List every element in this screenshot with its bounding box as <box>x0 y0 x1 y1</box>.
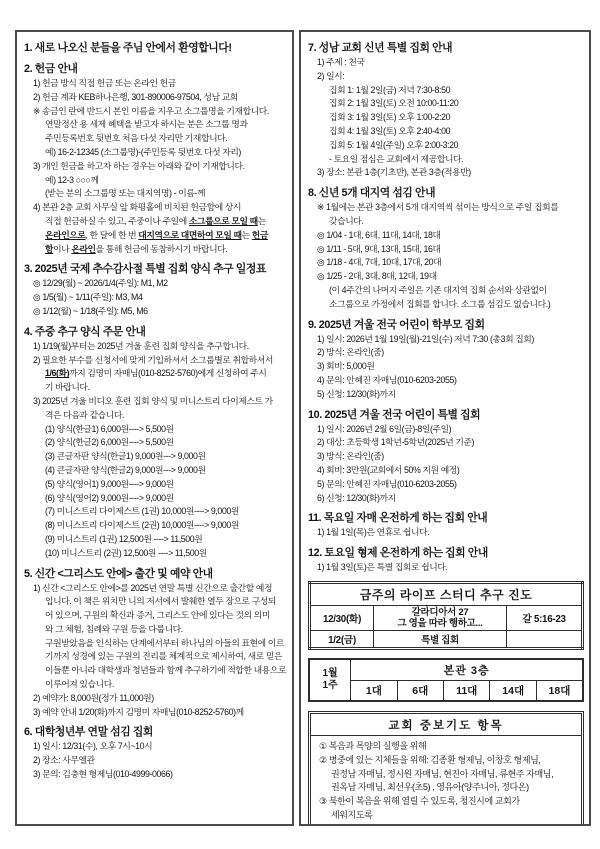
text-line: 5) 신청: 12/30(화)까지 <box>317 388 396 399</box>
section-4-outline-order <box>24 325 287 561</box>
section-5-new-book <box>24 567 287 720</box>
group-cell: 1대 <box>351 680 397 701</box>
section-1-welcome <box>24 41 287 56</box>
prayer-body <box>311 736 581 826</box>
text-line: (2) 양식(한글2) 6,000원----> 5,500원 <box>45 437 174 448</box>
text-line: (1) 양식(한글1) 6,000원----> 5,500원 <box>45 423 174 434</box>
section-3-thanksgiving-schedule <box>24 262 287 318</box>
life-study-verse <box>507 630 583 648</box>
text-line: 1) 1월 3일(토)은 특별 집회로 쉽니다. <box>317 562 448 573</box>
text-line: 집회 5: 1월 4일(주일) 오후 2:00-3:20 <box>329 139 459 150</box>
text-line: 1) 일시: 12/31(수), 오후 7시~10시 <box>33 741 153 752</box>
section-body <box>24 582 287 720</box>
section-title: 4. 주중 추구 양식 주문 안내 <box>24 325 146 338</box>
text-line: 5) 문의: 안혜진 자매님(010-6203-2055) <box>317 478 457 489</box>
section-9-parents-meeting <box>308 318 584 402</box>
group-cell: 11대 <box>443 680 489 701</box>
text-line: 1) 신간 <그리스도 안에>를 2025년 연말 특별 신간으로 출간할 예정 <box>33 582 273 593</box>
text-line: (3) 큰글자판 양식(한글1) 9,000원---> 9,000원 <box>45 451 206 462</box>
text-line: (7) 미니스트리 다이제스트 (1권) 10,000원----> 9,000원 <box>45 506 239 517</box>
text-line: 1) 일시: 2026년 1월 19일(월)-21일(수) 저녁 7:30 (총3회 집회) <box>317 333 534 344</box>
section-title: 2. 헌금 안내 <box>24 63 78 75</box>
text-line: 권정남 자매님, 정시원 자매님, 현진아 자매님, 류현주 자매님, <box>331 768 554 779</box>
life-study-date: 1/2(금) <box>310 630 374 648</box>
text-line: 1) 1/19(월)부터는 2025년 겨울 훈련 집회 양식을 추구합니다. <box>33 340 249 351</box>
text-line: 격은 다음과 같습니다. <box>45 409 125 420</box>
section-title: 12. 토요일 형제 온전하게 하는 집회 안내 <box>308 547 488 560</box>
text-line: 2) 일시: <box>317 70 345 81</box>
text-line: - 토요일 점심은 교회에서 제공합니다. <box>329 153 464 164</box>
text-line: 어 있으며, 구원의 확신과 증거, 그리스도 안에 있다는 것의 의미 <box>45 610 270 621</box>
text-line: ① 복음과 목양의 실행을 위해 <box>319 740 427 751</box>
section-body <box>308 526 584 540</box>
section-body <box>308 201 584 311</box>
text-line: 3) 예약 안내 1/20(화)까지 김명미 자매님(010-8252-5760)께 <box>33 706 244 717</box>
text-line: 2) 장소: 사무엘관 <box>33 755 95 766</box>
text-line: 온라인으로, 한 달에 한 번 대지역으로 대면하여 모일 때는 헌금 <box>45 229 268 240</box>
text-line: 3) 방식: 온라인(줌) <box>317 451 384 462</box>
text-line: 1) 주제 : 천국 <box>317 57 365 67</box>
text-line: 주민등록번호 뒷번호 처음 다섯 자리만 기재합니다. <box>45 133 228 144</box>
text-line: 권옥남 자매님, 최선우(초5) , 영유아(양주니아, 정다온) <box>331 782 529 793</box>
section-title: 6. 대학청년부 연말 섬김 집회 <box>24 726 153 739</box>
text-line: 4) 회비: 3만원(교회에서 50% 지원 예정) <box>317 464 460 475</box>
life-study-title: 금주의 라이프 스터디 추구 진도 <box>310 582 583 605</box>
section-8-district-service <box>308 186 584 311</box>
section-6-college-meeting <box>24 725 287 781</box>
prayer-title: 교회 중보기도 항목 <box>311 714 581 736</box>
text-line: 직접 헌금하실 수 있고, 주중이나 주일에 소그룹으로 모일 때는 <box>45 215 266 226</box>
text-line: 예) 12-3 ○○○께 <box>45 174 99 185</box>
section-body <box>24 740 287 781</box>
text-line: ◎ 1/18 - 4대, 7대, 10대, 17대, 20대 <box>317 257 442 268</box>
text-line: ◎ 1/5(월) ~ 1/11(주일): M3, M4 <box>33 292 143 303</box>
text-line: ◎ 1/12(월) ~ 1/18(주일): M5, M6 <box>33 305 148 316</box>
venue-label: 본관 3층 <box>351 659 583 681</box>
section-title: 10. 2025년 겨울 전국 어린이 특별 집회 <box>308 408 481 421</box>
section-title: 5. 신간 <그리스도 안에> 출간 및 예약 안내 <box>24 567 213 580</box>
section-body <box>308 561 584 575</box>
section-body <box>308 423 584 506</box>
text-line: 1) 1월 1일(목)은 연휴로 쉽니다. <box>317 527 430 538</box>
text-line: ◎ 1/11 - 5대, 9대, 13대, 15대, 16대 <box>317 243 441 254</box>
text-line: (6) 양식(영어2) 9,000원----> 9,000원 <box>45 492 174 503</box>
text-line: 2) 필요한 부수를 신청서에 맞게 기입하셔서 소그룹별로 취합하셔서 <box>33 354 273 365</box>
text-line: 이들뿐 아니라 대학생과 청년들과 함께 추구하기에 적합한 내용으로 <box>45 665 287 676</box>
section-10-children-meeting <box>308 408 584 506</box>
text-line: (받는 분의 소그룹명 또는 대지역명) - 이름-께 <box>45 188 206 199</box>
text-line: (8) 미니스트리 다이제스트 (2권) 10,000원----> 9,000원 <box>45 520 239 531</box>
table-row <box>309 680 583 701</box>
text-line: (10) 미니스트리 (2권) 12,500원 ----> 11,500원 <box>45 547 207 558</box>
section-title: 11. 목요일 자매 온전하게 하는 집회 안내 <box>308 512 488 525</box>
text-line: ③ 북한이 복음을 위해 열릴 수 있도록, 청진시에 교회가 <box>319 796 520 807</box>
life-study-table <box>308 581 584 650</box>
life-study-topic-line1: 갈라디아서 27 <box>411 606 469 618</box>
text-line: ◎ 1/25 - 2대, 3대, 8대, 12대, 19대 <box>317 271 437 282</box>
text-line: 갖습니다. <box>329 215 364 226</box>
week-number: 1주 <box>322 679 338 691</box>
text-line: ◎ 1/04 - 1대, 6대, 11대, 14대, 18대 <box>317 229 441 240</box>
life-study-topic-line2: 그 영을 따라 행하고... <box>397 617 483 629</box>
text-line: ※ 송금인 란에 반드시 본인 이름을 지우고 소그룹명을 기재합니다. <box>33 105 269 116</box>
text-line: 2) 방식: 온라인(줌) <box>317 347 384 358</box>
text-line: 2) 예약가: 8,000원(정가 11,000원) <box>33 692 154 703</box>
text-line: ◎ 12/29(월) ~ 2026/1/4(주일): M1, M2 <box>33 278 168 289</box>
text-line: 연말정산 용 세제 혜택을 받고자 하시는 분은 소그룹 명과 <box>45 119 248 130</box>
section-body <box>308 333 584 402</box>
text-line: 이루어져 있습니다. <box>45 679 114 690</box>
life-study-topic <box>374 605 507 630</box>
life-study-verse: 갈 5:16-23 <box>507 605 583 630</box>
text-line: 집회 4: 1월 3일(토) 오후 2:40-4:00 <box>329 125 451 136</box>
text-line: 1) 일시: 2026년 2월 6일(금)-8일(주일) <box>317 423 452 434</box>
text-line: (4) 큰글자판 양식(한글2) 9,000원---> 9,000원 <box>45 464 206 475</box>
section-title: 7. 성남 교회 신년 특별 집회 안내 <box>308 42 453 54</box>
text-line: 3) 회비: 5,000원 <box>317 361 375 372</box>
text-line: 예) 16-2-12345 (소그룹명)-(주민등록 뒷번호 다섯 자리) <box>45 146 241 157</box>
left-column <box>15 30 294 826</box>
text-line: 기 바랍니다. <box>45 382 90 393</box>
section-body <box>24 277 287 318</box>
section-12-saturday-brothers <box>308 546 584 575</box>
text-line: 1/6(화)까지 김명미 자매님(010-8252-5760)에게 신청하여 주시 <box>45 368 267 379</box>
text-line: 함이나 온라인을 통해 헌금에 동참하시기 바랍니다. <box>45 243 228 254</box>
section-title: 1. 새로 나오신 분들을 주님 안에서 환영합니다! <box>24 42 232 54</box>
text-line: 4) 문의: 안혜진 자매님(010-6203-2055) <box>317 374 457 385</box>
week-month: 1월 <box>322 667 338 679</box>
group-cell: 18대 <box>536 680 583 701</box>
section-title: 8. 신년 5개 대지역 섬김 안내 <box>308 187 436 200</box>
text-line: (이 4주간의 나머지 주일은 기존 대지역 집회 순서와 상관없이 <box>329 284 547 295</box>
table-row <box>310 630 583 648</box>
prayer-box <box>308 711 584 826</box>
text-line: 세워지도록 <box>331 809 373 820</box>
section-title: 9. 2025년 겨울 전국 어린이 학부모 집회 <box>308 318 485 331</box>
week-schedule-table <box>308 658 584 702</box>
table-row <box>310 582 583 605</box>
text-line: 기까지 성경에 있는 구원의 진리를 체계적으로 제시하여, 새로 믿은 <box>45 651 283 662</box>
text-line: 집회 2: 1월 3일(토) 오전 10:00-11:20 <box>329 98 459 109</box>
text-line: 3) 장소: 본관 1층(기초반), 본관 3층(적용반) <box>317 167 471 178</box>
table-row <box>309 659 583 681</box>
section-11-thursday-sisters <box>308 511 584 540</box>
right-column <box>299 30 591 826</box>
section-body <box>308 56 584 180</box>
week-label <box>309 659 351 701</box>
group-cell: 14대 <box>490 680 536 701</box>
text-line: 집회 1: 1월 2일(금) 저녁 7:30-8:50 <box>329 84 451 95</box>
text-line: 입니다. 이 책은 위치만 니의 저서에서 발췌한 열두 장으로 구성되 <box>45 596 276 607</box>
text-line: (9) 미니스트리 (1권) 12,500원 ----> 11,500원 <box>45 533 203 544</box>
text-line: 집회 3: 1월 3일(토) 오후 1:00-2:20 <box>329 112 451 123</box>
text-line: 6) 신청: 12/30(화)까지 <box>317 492 396 503</box>
section-title: 3. 2025년 국제 추수감사절 특별 집회 양식 추구 일정표 <box>24 263 266 276</box>
text-line: 구원받았음을 인식하는 단계에서부터 하나님의 아들의 표현에 이르 <box>45 637 285 648</box>
text-line: 3) 2025년 겨울 비디오 훈련 집회 양식 및 미니스트리 다이제스트 가 <box>33 395 273 406</box>
text-line: (5) 양식(영어1) 9,000원----> 9,000원 <box>45 478 174 489</box>
section-body <box>24 77 287 256</box>
text-line: 3) 개인 헌금을 하고자 하는 경우는 아래와 같이 기재합니다. <box>33 160 245 171</box>
text-line: 와 그 체험, 침례와 구원 등을 다룹니다. <box>45 623 183 634</box>
group-cell: 6대 <box>397 680 443 701</box>
text-line: ② 병중에 있는 지체들을 위해: 김종환 형제님, 이창호 형제님, <box>319 754 541 765</box>
text-line: 4) 본관 2층 교회 사무실 앞 화평홀에 비치된 헌금함에 상시 <box>33 202 242 213</box>
text-line: 2) 대상: 초등학생 1학년-5학년(2025년 기준) <box>317 437 475 448</box>
section-2-offering <box>24 62 287 256</box>
section-7-newyear-conference <box>308 41 584 180</box>
text-line: 소그룹으로 가정에서 집회를 합니다. 소그룹 섬김도 없습니다.) <box>329 298 551 309</box>
table-row <box>310 605 583 630</box>
text-line: 2) 헌금 계좌 KEB하나은행, 301-890006-97504, 성남 교회 <box>33 91 238 102</box>
text-line: 3) 문의: 김충현 형제님(010-4999-0066) <box>33 769 173 780</box>
text-line: 1) 헌금 방식 직접 헌금 또는 온라인 헌금 <box>33 78 176 88</box>
life-study-date: 12/30(화) <box>310 605 374 630</box>
text-line: ※ 1월에는 본관 3층에서 5개 대지역씩 섞이는 방식으로 주일 집회를 <box>317 202 559 213</box>
section-body <box>24 340 287 561</box>
life-study-topic: 특별 집회 <box>374 630 507 648</box>
